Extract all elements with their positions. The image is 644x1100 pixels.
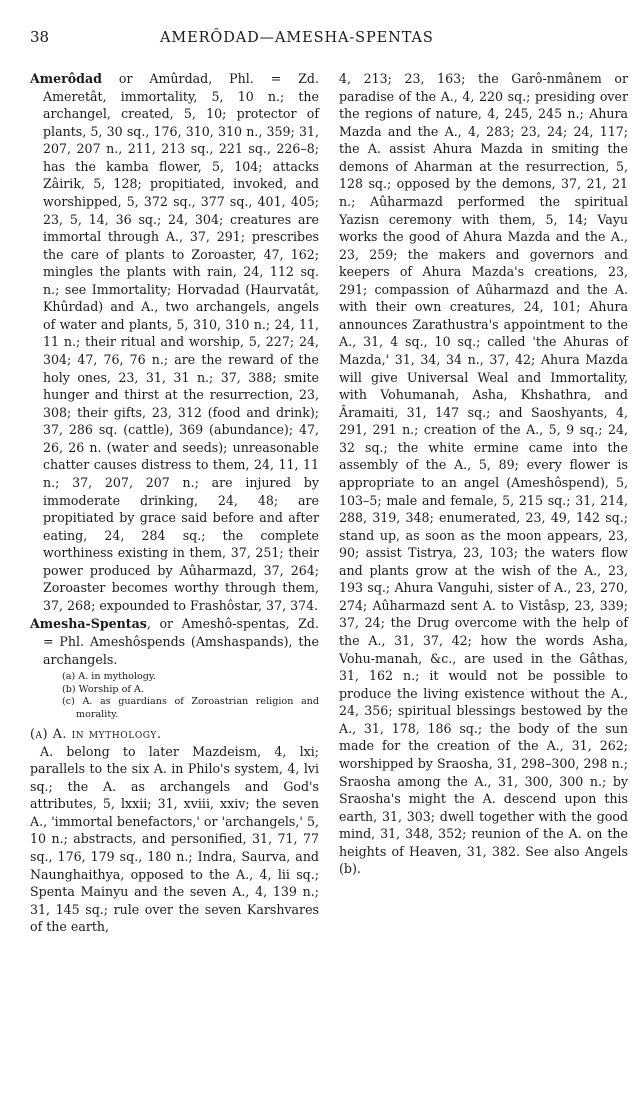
subsection-item: (c) A. as guardians of Zoroastrian religion and morality. (62, 696, 319, 720)
right-column (339, 70, 628, 936)
page-header (30, 28, 628, 58)
entry-headword: Amesha-Spentas (30, 616, 147, 632)
entry-headword: Amerôdad (30, 71, 102, 86)
entry-body: or Amûrdad, Phl. = Zd. Ameretât, immortality, 5, 10 n.; the archangel, created, 5, 10; protector of plants, 5, 30 sq., 176, 310, 310 n., 359; 31, 207, 207 n., 211, 213 sq., 221 sq., 226–8; has the kamba flower, 5, 104; attacks Zâirik, 5, 128; propitiated, invoked, and worshipped, 5, 372 sq., 377 sq., 401, 405; 23, 5, 14, 36 sq.; 24, 304; creatures are immortal through A., 37, 291; prescribes the care of plants to Zoroaster, 47, 162; mingles the plants with rain, 24, 112 sq. n.; see Immortality; Horvadad (Haurvatât, Khûrdad) and A., two archangels, angels of water and plants, 5, 310, 310 n.; 24, 11, 11 n.; their ritual and worship, 5, 227; 24, 304; 47, 76, 76 n.; are the reward of the holy ones, 23, 31, 31 n.; 37, 388; smite hunger and thirst at the resurrection, 23, 308; their gifts, 23, 312 (food and drink); 37, 286 sq. (cattle), 369 (abundance); 47, 26, 26 n. (water and seeds); unreasonable chatter causes distress to them, 24, 11, 11 n.; 37, 207, 207 n.; are injured by immoderate drinking, 24, 48; are propitiated by grace said before and after eating, 24, 284 sq.; the complete worthiness existing in them, 37, 251; their power produced by Aûharmazd, 37, 264; Zoroaster becomes worthy through them, 37, 268; expounded to Frashôstar, 37, 374. (43, 71, 319, 613)
section-heading: (a) A. in mythology. (30, 726, 162, 741)
index-entry-amesha-spentas (30, 615, 319, 668)
subsection-item: (b) Worship of A. (62, 683, 144, 695)
subsection-item: (a) A. in mythology. (62, 671, 157, 683)
index-entry-amerodad (30, 70, 319, 614)
running-head: AMERÔDAD—AMESHA-SPENTAS (160, 30, 434, 46)
section-body-continued: 4, 213; 23, 163; the Garô-nmânem or paradise of the A., 4, 220 sq.; presiding over the regions of nature, 4, 245, 245 n.; Ahura Mazda and the A., 4, 283; 23, 24; 24, 117; the A. assist Ahura Mazda in smiting the demons of Aharman at the resurrection, 5, 128 sq.; opposed by the demons, 37, 21, 21 n.; Aûharmazd performed the spiritual Yazisn ceremony with them, 5, 14; Vayu works the good of Ahura Mazda and the A., 23, 259; the makers and governors and keepers of Ahura Mazda's creations, 23, 291; compassion of Aûharmazd and the A. with their own creatures, 24, 101; Ahura announces Zarathustra's appointment to the A., 31, 4 sq., 10 sq.; called 'the Ahuras of Mazda,' 31, 34, 34 n., 37, 42; Ahura Mazda will give Universal Weal and Immortality, with Vohumanah, Asha, Khshathra, and Âramaiti, 31, 147 sq.; and Saoshyants, 4, 291, 291 n.; creation of the A., 5, 9 sq.; 24, 32 sq.; the white ermine came into the assembly of the A., 5, 89; every flower is appropriate to an angel (Ameshôspend), 5, 103–5; male and female, 5, 215 sq.; 31, 214, 288, 319, 348; enumerated, 23, 49, 142 sq.; stand up, as soon as the moon appears, 23, 90; assist Tistrya, 23, 103; the waters flow and plants grow at the wish of the A., 23, 193 sq.; Ahura Vanguhi, sister of A., 23, 270, 274; Aûharmazd sent A. to Vistâsp, 23, 339; 37, 24; the Drug overcome with the help of the A., 31, 37, 42; how the words Asha, Vohu-manah, &c., are used in the Gâthas, 31, 162 n.; it would not be possible to produce the living existence without the A., 24, 356; spiritual blessings bestowed by the A., 31, 178, 186 sq.; the body of the sun made for the creation of the A., 31, 262; worshipped by Sraosha, 31, 298–300, 298 n.; Sraosha among the A., 31, 300, 300 n.; by Sraosha's might the A. descend upon this earth, 31, 303; dwell together with the good mind, 31, 348, 352; reunion of the A. on the heights of Heaven, 31, 382. See also Angels (b). (339, 71, 628, 877)
entry-body: , or Ameshô-spentas, Zd. = Phl. Ameshôspends (Amshaspands), the archangels. (43, 616, 319, 667)
section-body: A. belong to later Mazdeism, 4, lxi; parallels to the six A. in Philo's system, 4, lvi sq.; the A. as archangels and God's attributes, 5, lxxii; 31, xviii, xxiv; the seven A., 'immortal benefactors,' or 'archangels,' 5, 10 n.; abstracts, and personified, 31, 71, 77 sq., 176, 179 sq., 180 n.; Indra, Saurva, and Naunghaithya, opposed to the A., 4, lii sq.; Spenta Mainyu and the seven A., 4, 139 n.; 31, 145 sq.; rule over the seven Karshvares of the earth, (30, 743, 319, 935)
page-number: 38 (30, 28, 50, 46)
subsection-list (30, 671, 319, 721)
left-column (30, 70, 319, 936)
index-columns (30, 70, 628, 936)
